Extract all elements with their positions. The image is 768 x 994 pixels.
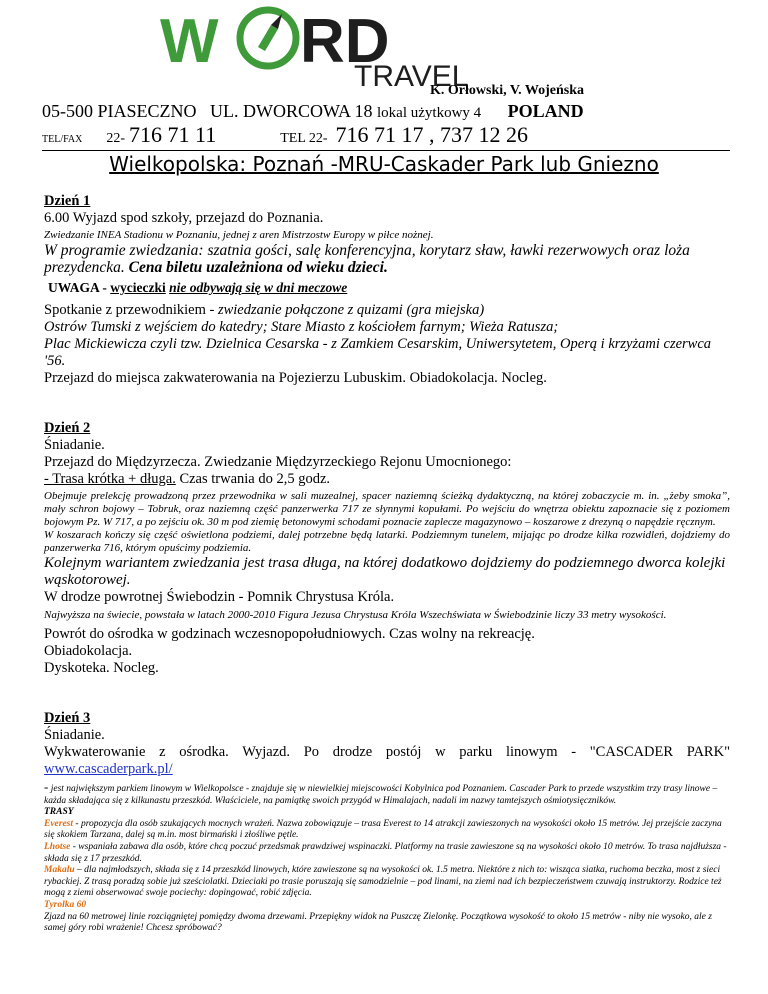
day1-plac: Plac Mickiewicza czyli tzw. Dzielnica Cesarska - z Zamkiem Cesarskim, Uniwersytetem, Operą i krzyżami czerwca '56. bbox=[44, 336, 712, 369]
day3-park-description bbox=[44, 781, 730, 807]
tel-label: TEL 22- bbox=[280, 131, 328, 146]
day2-swiebodzin: W drodze powrotnej Świebodzin - Pomnik Chrystusa Króla. bbox=[44, 589, 395, 605]
day1-accommodation: Przejazd do miejsca zakwaterowania na Pojezierzu Lubuskim. Obiadokolacja. Nocleg. bbox=[44, 370, 547, 386]
day3-trasy: TRASY bbox=[44, 807, 74, 818]
cascaderpark-link[interactable]: www.cascaderpark.pl/ bbox=[44, 761, 173, 777]
telfax-prefix: 22- bbox=[106, 131, 126, 146]
day2-transfer: Przejazd do Międzyrzecza. Zwiedzanie Międzyrzeckiego Rejonu Umocnionego: bbox=[44, 454, 512, 470]
day3-checkout: Wykwaterowanie z ośrodka. Wyjazd. Po drodze postój w parku linowym - "CASCADER PARK" bbox=[44, 744, 730, 760]
logo-letter-w: W bbox=[160, 7, 219, 76]
day1-guide bbox=[44, 302, 730, 319]
park-text: jest największym parkiem linowym w Wielkopolsce - znajduje się w niewielkiej miejscowości Kobylnica pod Poznaniem. Cascader Park to przede wszystkim trzy trasy linowe – każda składająca się z kilkunastu przeszkód. Właściciele, na pamiątkę swoich przygód w Himalajach, nadali im nazwy tamtejszych ośmiotysięczników. bbox=[44, 784, 718, 806]
day2-return: Powrót do ośrodka w godzinach wczesnopopołudniowych. Czas wolny na rekreację. bbox=[44, 626, 535, 642]
dash: - bbox=[44, 779, 49, 794]
logo-letters-rd: RD bbox=[300, 7, 390, 76]
day3-lhotse bbox=[44, 842, 730, 865]
day3-makalu bbox=[44, 865, 730, 900]
day3-tyrolka-text: Zjazd na 60 metrowej linie rozciągniętej pomiędzy dwoma drzewami. Przepiękny widok na Puszczę Zielonkę. Początkowa wysokość to około 15 metrów - niby nie wysoko, ale z samej góry robi wrażenie! Chcesz spróbować? bbox=[44, 911, 712, 934]
day2-heading: Dzień 2 bbox=[44, 420, 91, 436]
header-divider bbox=[42, 150, 730, 151]
postal-code: 05-500 PIASECZNO bbox=[42, 101, 197, 121]
route-name: - Trasa krótka + długa. bbox=[44, 471, 176, 487]
phone-line bbox=[42, 122, 528, 148]
authors: K. Orłowski, V. Wojeńska bbox=[430, 83, 585, 98]
guide-meet: Spotkanie z przewodnikiem - bbox=[44, 302, 215, 318]
day3-heading: Dzień 3 bbox=[44, 710, 91, 726]
logo-travel: TRAVEL bbox=[354, 60, 469, 88]
word-travel-logo bbox=[158, 0, 558, 88]
compass-icon bbox=[240, 10, 296, 66]
makalu-name: Makalu bbox=[44, 865, 75, 876]
warning-word: wycieczki bbox=[110, 280, 166, 295]
telfax-label: TEL/FAX bbox=[42, 134, 83, 145]
telfax-number: 716 71 11 bbox=[129, 122, 217, 147]
day2-statue: Najwyższa na świecie, powstała w latach 2000-2010 Figura Jezusa Chrystusa Króla Wszechświata w Świebodzinie liczy 33 metry wysokości. bbox=[44, 609, 667, 621]
lhotse-text: - wspaniała zabawa dla osób, które chcą poczuć przedsmak prawdziwej wspinaczki. Platformy na trasie zawieszone są na wysokości około 10 metrów. To trasa najdłuższa - składa się z 17 przeszkód. bbox=[44, 841, 727, 864]
page-title: Wielkopolska: Poznań -MRU-Caskader Park lub Gniezno bbox=[109, 152, 659, 176]
day1-ostrow: Ostrów Tumski z wejściem do katedry; Stare Miasto z kościołem farnym; Wieża Ratusza; bbox=[44, 319, 559, 335]
day1-stadium: Zwiedzanie INEA Stadionu w Poznaniu, jednej z aren Mistrzostw Europy w piłce nożnej. bbox=[44, 229, 434, 241]
street: UL. DWORCOWA 18 bbox=[210, 101, 373, 121]
day1-warning bbox=[48, 279, 730, 296]
day2-dinner: Obiadokolacja. bbox=[44, 643, 133, 659]
country: POLAND bbox=[507, 101, 584, 121]
day3-breakfast: Śniadanie. bbox=[44, 727, 105, 743]
guide-quiz: zwiedzanie połączone z quizami (gra miejska) bbox=[217, 302, 485, 318]
everest-text: - propozycja dla osób szukających mocnych wrażeń. Nazwa zobowiązuje – trasa Everest to 14 atrakcji zawieszonych na wysokości około 15 metrów. Jej przejście zaczyna się skokiem Tarzana, dalej są m.in. most birmański i złośliwe pętle. bbox=[44, 818, 722, 841]
itinerary bbox=[44, 193, 730, 935]
unit: lokal użytkowy 4 bbox=[377, 105, 482, 121]
warning-text: nie odbywają się w dni meczowe bbox=[169, 280, 348, 295]
day2-route bbox=[44, 471, 730, 488]
day1-ticket-note: Cena biletu uzależniona od wieku dzieci. bbox=[128, 259, 388, 276]
day2-breakfast: Śniadanie. bbox=[44, 437, 105, 453]
warning-label: UWAGA - bbox=[48, 280, 107, 295]
day2-description: Obejmuje prelekcję prowadzoną przez przewodnika w sali muzealnej, spacer naziemną ścieżką dydaktyczną, na której zobaczycie m. in. „żeby smoka”, mały schron bojowy – Tobruk, oraz naziemną część panzerwerka 717 ze słynnymi kopułami. Po wejściu do wnętrza obiektu zapoznacie się z poziomem bojowym Pz. W 717, a po zejściu ok. 30 m pod ziemię betonowymi schodami poznacie zaplecze magazynowo – koszarowe z drezyną o napędzie ręcznym. bbox=[44, 490, 730, 528]
lhotse-name: Lhotse bbox=[44, 841, 71, 852]
makalu-text: – dla najmłodszych, składa się z 14 przeszkód linowych, które zawieszone są na wysokości ok. 1.5 metra. Niektóre z nich to: wisząca siatka, ruchoma beczka, most z sieci rybackiej. Z trasą poradzą sobie już sześciolatki. Dzieciaki po trasie poruszają się samodzielnie – pod linami, na ziemi nad ich bezpieczeństwem czuwają instruktorzy. Rodzice też mogą z ziemi obserwować swoje pociechy: dopingować, robić zdjęcia. bbox=[44, 865, 722, 899]
day2-long-route: Kolejnym wariantem zwiedzania jest trasa długa, na której dodatkowo dojdziemy do podziemnego dworca kolejki wąskotorowej. bbox=[44, 555, 726, 588]
day1-departure: 6.00 Wyjazd spod szkoły, przejazd do Poznania. bbox=[44, 210, 324, 226]
everest-name: Everest bbox=[44, 818, 74, 829]
day1-program-text: W programie zwiedzania: szatnia gości, salę konferencyjna, korytarz sław, ławki rezerwowych oraz loża prezydencka. bbox=[44, 242, 690, 276]
route-duration: Czas trwania do 2,5 godz. bbox=[175, 471, 331, 487]
day2-disco: Dyskoteka. Nocleg. bbox=[44, 660, 159, 676]
day1-program bbox=[44, 242, 730, 276]
address-line bbox=[42, 101, 584, 122]
day2-tunnel: W koszarach kończy się część oświetlona podziemi, dalej potrzebne będą latarki. Podziemnym tunelem, mijając po drodze kilka rozwidleń, dojdziemy do panzerwerka 716, którym opuścimy podziemia. bbox=[44, 529, 730, 554]
day3-tyrolka-name: Tyrolka 60 bbox=[44, 899, 87, 910]
day3-everest bbox=[44, 819, 730, 842]
day3-link-line bbox=[44, 761, 730, 778]
tel-numbers: 716 71 17 , 737 12 26 bbox=[335, 122, 529, 147]
day1-heading: Dzień 1 bbox=[44, 193, 91, 209]
